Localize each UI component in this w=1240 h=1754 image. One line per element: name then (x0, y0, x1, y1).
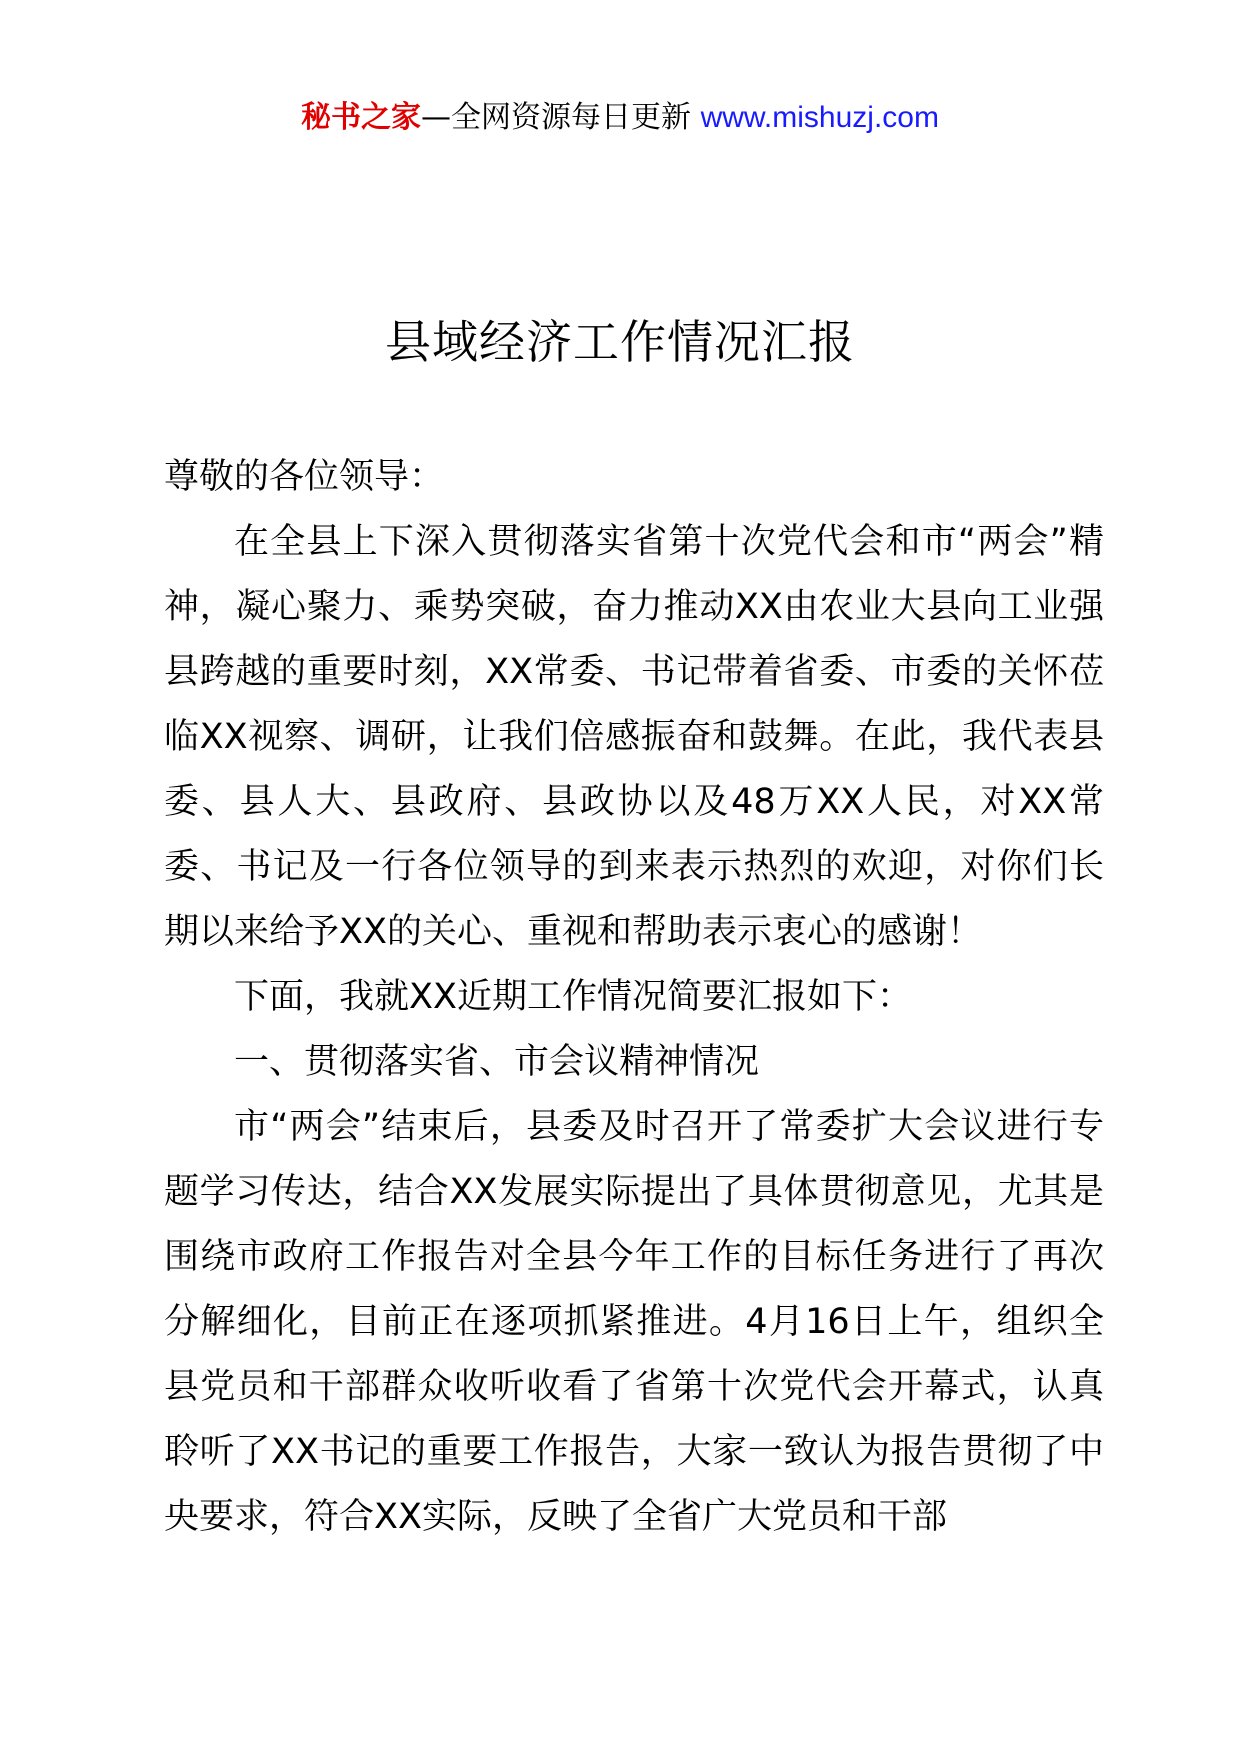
salutation: 尊敬的各位领导： (164, 457, 445, 497)
paragraph-section-one: 市“两会”结束后，县委及时召开了常委扩大会议进行专题学习传达，结合XX发展实际提出了具体贯彻意见，尤其是围绕市政府工作报告对全县今年工作的目标任务进行了再次分解细化，目前正在逐项抓紧推进。4月16日上午，组织全县党员和干部群众收听收看了省第十次党代会开幕式，认真聆听了XX书记的重要工作报告，大家一致认为报告贯彻了中央要求，符合XX实际，反映了全省广大党员和干部 (164, 1107, 1104, 1537)
document-body (164, 445, 1104, 1550)
section-heading: 一、贯彻落实省、市会议精神情况 (234, 1042, 760, 1082)
site-header (0, 98, 1240, 138)
site-url-link[interactable]: www.mishuzj.com (700, 101, 939, 134)
site-slogan: —全网资源每日更新 (421, 100, 692, 135)
document-title: 县域经济工作情况汇报 (385, 315, 855, 369)
paragraph-intro: 在全县上下深入贯彻落实省第十次党代会和市“两会”精神，凝心聚力、乘势突破，奋力推动XX由农业大县向工业强县跨越的重要时刻，XX常委、书记带着省委、市委的关怀莅临XX视察、调研，让我们倍感振奋和鼓舞。在此，我代表县委、县人大、县政府、县政协以及48万XX人民，对XX常委、书记及一行各位领导的到来表示热烈的欢迎，对你们长期以来给予XX的关心、重视和帮助表示衷心的感谢！ (164, 522, 1104, 952)
paragraph-transition: 下面，我就XX近期工作情况简要汇报如下： (234, 977, 912, 1017)
site-brand: 秘书之家 (301, 100, 422, 135)
